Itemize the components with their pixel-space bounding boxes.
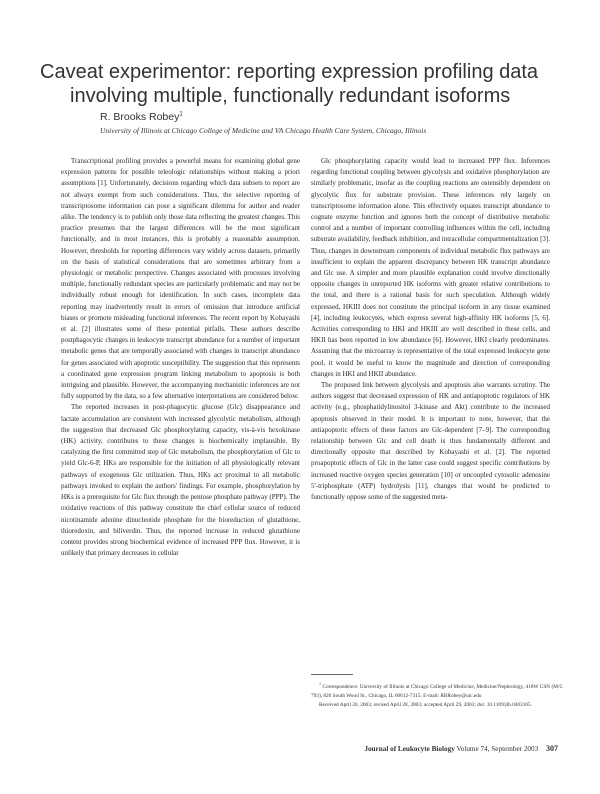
footnote-dates: Received April 20, 2003; revised April 28, 2003; accepted April 29, 2003; doi: 10.1189/jlb.0403165.	[319, 702, 532, 709]
paragraph: The reported increases in post-phagocytic glucose (Glc) disappearance and lactate accumulation are consistent with increased glycolytic metabolism, although the suggestion that decreased Glc phosphorylating capacity, vis-à-vis hexokinase (HK) activity, contributes to these changes is biochemically implausible. By catalyzing the first committed step of Glc metabolism, the phosphorylation of Glc to yield Glc-6-P, HKs are responsible for the initiation of all physiologically relevant pathways of exogenous Glc utilization. Thus, HKs act proximal to all metabolic pathways invoked to explain the authors' findings. For example, phosphorylation by HKs is a prerequisite for Glc flux through the pentose phosphate pathway (PPP). The oxidative reactions of this pathway constitute the chief cellular source of reduced nicotinamide adenine dinucleotide phosphate for the bioreduction of glutathione, thioredoxin, and biliverdin. Thus, the reported increase in reduced glutathione content provides strong biochemical evidence of increased PPP flux. However, it is unlikely that primary decreases in cellular	[61, 403, 300, 558]
author-name: R. Brooks Robey	[100, 111, 180, 123]
paragraph: Transcriptional profiling provides a powerful means for examining global gene expression patterns for possible teleologic relationships without making a priori assumptions [1]. Unfortunately, decisions regarding which data subsets to report are not always exempt from such considerations. Thus, the selective reporting of transcriptosome information can pose a significant dilemma for author and reader alike. The tendency is to publish only those data reflecting the greatest changes. This practice presumes that the largest differences will be the most significant functionally, and in most instances, this is probably a reasonable assumption. However, thresholds for reporting differences vary widely across datasets, primarily on the basis of statistical considerations that are sometimes arbitrary from a physiologic or metabolic perspective. Changes associated with processes involving multiple, functionally redundant species are particularly problematic and may not be individually robust enough for identification. In such cases, incomplete data reporting may inadvertently result in errors of omission that introduce artificial biases or promote misleading functional inferences. The recent report by Kobayashi et al. [2] illustrates some of these potential pitfalls. These authors describe postphagocytic changes in leukocyte transcript abundance for a number of important metabolic genes that are temporally associated with changes in transcript abundance for genes associated with apoptotic susceptibility. The suggestion that this represents a coordinated gene expression program linking metabolism to apoptosis is both intriguing and plausible. However, the accompanying mechanistic inferences are not fully supported by the data, so a few alternative interpretations are considered below.	[61, 157, 300, 401]
journal-name: Journal of Leukocyte Biology	[364, 745, 455, 753]
footnote-mark: 1	[319, 681, 321, 686]
title-line-2: involving multiple, functionally redundant isoforms	[70, 85, 511, 107]
footnote-divider	[311, 674, 353, 675]
correspondence-text: Correspondence: University of Illinois at Chicago College of Medicine, Medicine/Nephrology, 418W CSN (M/C 793), 820 South Wood St., Chicago, IL 60612-7315. E-mail: RBRobey@uic.edu	[311, 683, 563, 700]
journal-footer	[300, 744, 558, 753]
footnote-correspondence	[311, 679, 563, 701]
paragraph: The proposed link between glycolysis and apoptosis also warrants scrutiny. The authors suggest that decreased expression of HK and antiapoptotic regulators of HK activity (e.g., phosphatidylinositol 3-kinase and Akt) contribute to the increased apoptosis observed in their model. It is important to note, however, that the antiapoptotic effects of these factors are Glc-dependent [7–9]. The corresponding relationship between Glc and cell death is thus fundamentally different and directionally opposite that described by Kobayashi et al. [2]. The reported proapoptotic effects of Glc in the latter case could suggest specific contributions by increased reactive oxygen species generation [10] or uncoupled cytosolic adenosine 5'-triphosphate (ATP) hydrolysis [11], changes that would be predicted to functionally oppose some of the suggested meta-	[311, 381, 550, 502]
page-number: 307	[546, 744, 558, 753]
author-footnote-mark: 1	[179, 111, 183, 118]
right-column	[311, 156, 550, 503]
left-column	[61, 156, 300, 559]
footnote	[311, 679, 563, 711]
article-title	[40, 60, 560, 108]
journal-volume: Volume 74, September 2003	[456, 745, 539, 753]
author	[100, 111, 183, 123]
affiliation: University of Illinois at Chicago College of Medicine and VA Chicago Health Care System, Chicago, Illinois	[100, 126, 427, 135]
title-line-1: Caveat experimentor: reporting expression profiling data	[40, 61, 539, 83]
paragraph: Glc phosphorylating capacity would lead to increased PPP flux. Inferences regarding functional coupling between glycolysis and oxidative phosphorylation are similarly problematic, insofar as the coupling reactions are ostensibly dependent on glycolytic flux for substrate provision. These inferences rely largely on transcriptosome information alone. This effectively equates transcript abundance to cognate enzyme function and ignores both the concept of distributive metabolic control and a number of important controlling influences within the cell, including substrate availability, feedback inhibition, and intracellular compartmentalization [3]. Thus, changes in downstream components of individual metabolic flux pathways are insufficient to explain the apparent discrepancy between HK transcript abundance and Glc use. A simpler and more plausible explanation could involve directionally opposite changes in unreported HK isoforms with greater relative contributions to the total, and there is a rational basis for such speculation. Although widely expressed, HKIII does not constitute the principal isoform in any tissue examined [4], including leukocytes, which express several high-affinity HK isoforms [5, 6]. Activities corresponding to HKI and HKIII are well described in these cells, and HKII has been reported in low abundance [6]. However, HKI clearly predominates. Assuming that the microarray is representative of the total expressed leukocyte gene pool, it would be useful to know the magnitude and direction of corresponding changes in HKI and HKII abundance.	[311, 157, 551, 378]
